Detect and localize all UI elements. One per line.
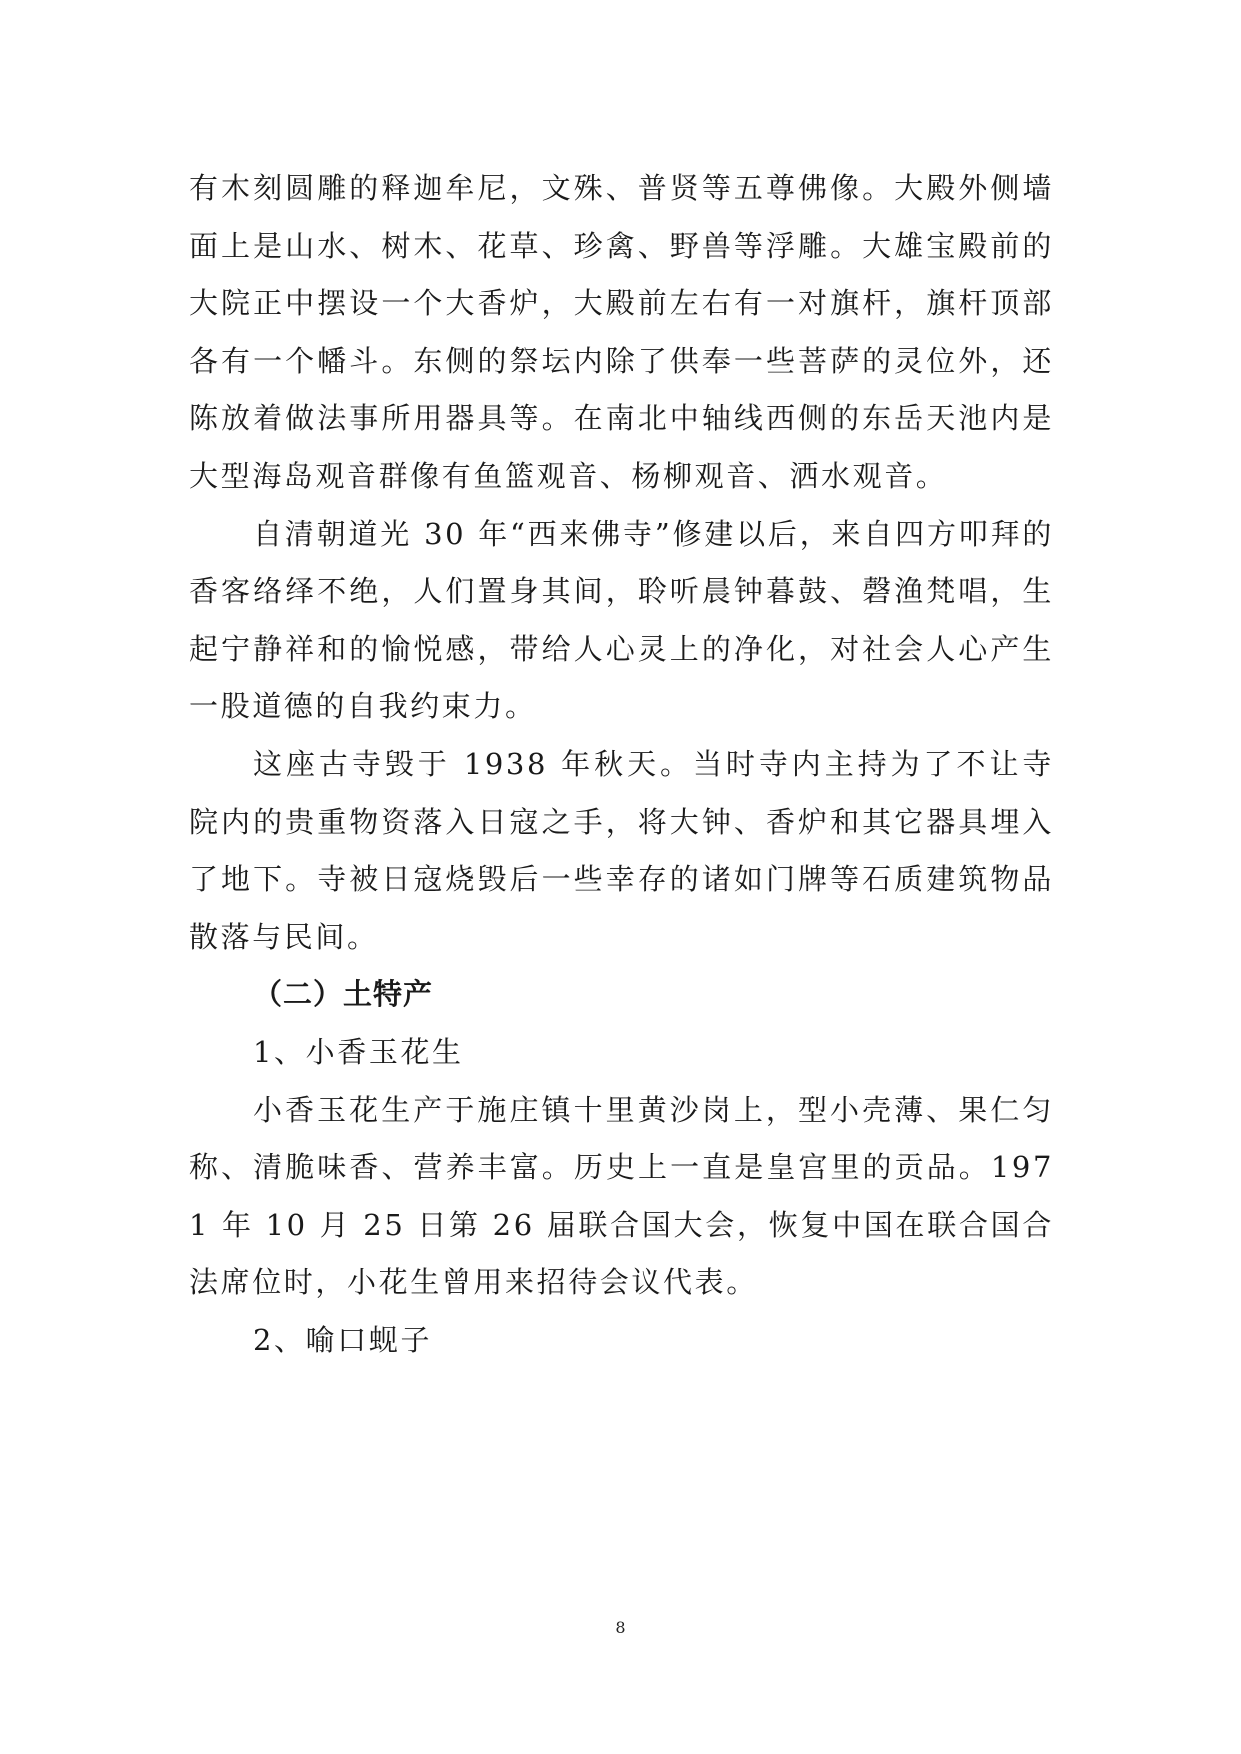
paragraph-temple-description: 有木刻圆雕的释迦牟尼，文殊、普贤等五尊佛像。大殿外侧墙面上是山水、树木、花草、珍禽、野兽等浮雕。大雄宝殿前的大院正中摆设一个大香炉，大殿前左右有一对旗杆，旗杆顶部各有一个幡斗。东侧的祭坛内除了供奉一些菩萨的灵位外，还陈放着做法事所用器具等。在南北中轴线西侧的东岳天池内是大型海岛观音群像有鱼篮观音、杨柳观音、洒水观音。 — [189, 171, 1054, 493]
page-content — [189, 160, 1054, 1369]
section-heading-local-products: （二）土特产 — [253, 977, 434, 1012]
paragraph-temple-history: 自清朝道光 30 年“西来佛寺”修建以后，来自四方叩拜的香客络绎不绝，人们置身其间，聆听晨钟暮鼓、磬渔梵唱，生起宁静祥和的愉悦感，带给人心灵上的净化，对社会人心产生一股道德的自我约束力。 — [189, 516, 1054, 724]
paragraph-temple-destruction: 这座古寺毁于 1938 年秋天。当时寺内主持为了不让寺院内的贵重物资落入日寇之手，将大钟、香炉和其它器具埋入了地下。寺被日寇烧毁后一些幸存的诸如门牌等石质建筑物品散落与民间。 — [189, 746, 1054, 954]
item-heading-clam: 2、喻口蚬子 — [253, 1322, 433, 1357]
paragraph-peanut-description: 小香玉花生产于施庄镇十里黄沙岗上，型小壳薄、果仁匀称、清脆味香、营养丰富。历史上一直是皇宫里的贡品。1971 年 10 月 25 日第 26 届联合国大会，恢复中国在联合国合法席位时，小花生曾用来招待会议代表。 — [189, 1092, 1054, 1300]
item-heading-peanut: 1、小香玉花生 — [253, 1034, 464, 1069]
page-number: 8 — [615, 1618, 626, 1637]
